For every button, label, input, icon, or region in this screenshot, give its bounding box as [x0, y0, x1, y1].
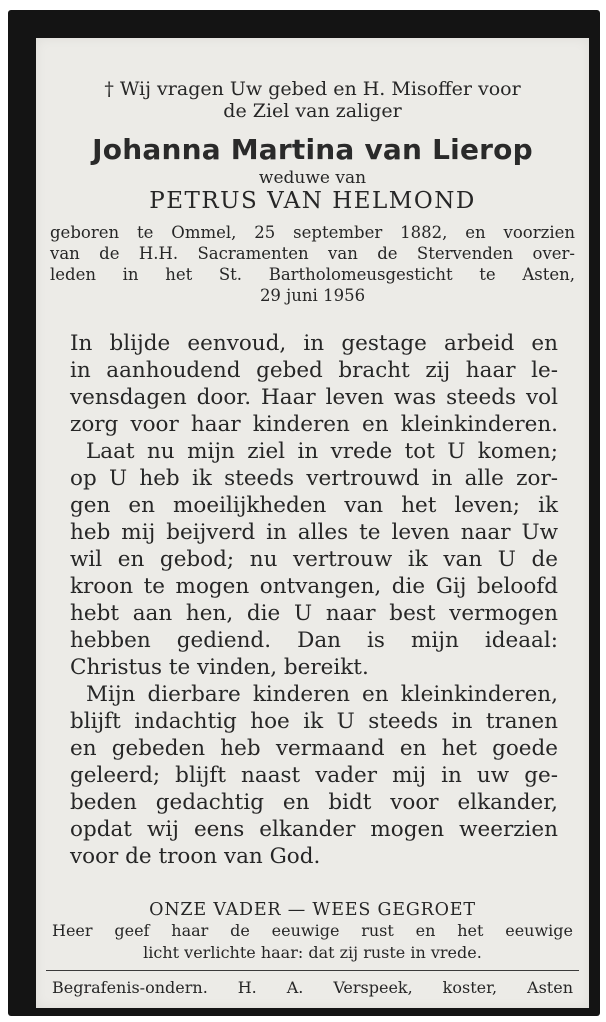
body-line: gen en moeilijkheden van het leven; ik	[70, 493, 558, 518]
intro-line: † Wij vragen Uw gebed en H. Misoffer voor	[104, 78, 521, 100]
body-line: hebben gediend. Dan is mijn ideaal:	[70, 628, 558, 653]
body-line: beden gedachtig en bidt voor elkander,	[70, 790, 558, 815]
body-line: opdat wij eens elkander mogen weerzien	[70, 817, 558, 842]
body-line: geleerd; blijft naast vader mij in uw ge-	[70, 763, 558, 788]
body-line: wil en gebod; nu vertrouw ik van U de	[70, 547, 558, 572]
body-line: heb mij beijverd in alles te leven naar Uw	[70, 520, 558, 545]
prayer-line: Heer geef haar de eeuwige rust en het eeuwige	[52, 921, 573, 940]
deceased-name: Johanna Martina van Lierop	[92, 133, 533, 166]
body-line: voor de troon van God.	[70, 844, 321, 869]
body-line: op U heb ik steeds vertrouwd in alle zor-	[70, 466, 558, 491]
body-line: vensdagen door. Haar leven was steeds vol	[70, 385, 558, 410]
body-line: Mijn dierbare kinderen en kleinkinderen,	[86, 682, 558, 707]
body-line: In blijde eenvoud, in gestage arbeid en	[70, 331, 558, 356]
body-line: Christus te vinden, bereikt.	[70, 655, 369, 680]
body-line: blijft indachtig hoe ik U steeds in tranen	[70, 709, 558, 734]
prayer-title: ONZE VADER — WEES GEGROET	[149, 900, 476, 920]
body-line: en gebeden heb vermaand en het goede	[70, 736, 558, 761]
undertaker-footer: Begrafenis-ondern. H. A. Verspeek, koster, Asten	[52, 978, 573, 997]
intro-text	[46, 78, 579, 122]
body-line: hebt aan hen, die U naar best vermogen	[70, 601, 558, 626]
bio-line: geboren te Ommel, 25 september 1882, en voorzien	[50, 223, 575, 242]
memorial-text	[70, 330, 558, 870]
body-line: Laat nu mijn ziel in vrede tot U komen;	[86, 439, 558, 464]
memorial-card-border	[8, 10, 600, 1016]
prayer-text	[52, 920, 573, 964]
biography	[50, 222, 575, 306]
husband-name: PETRUS VAN HELMOND	[149, 188, 476, 214]
memorial-card	[36, 38, 589, 1008]
widow-of-label: weduwe van	[258, 168, 367, 188]
bio-line: van de H.H. Sacramenten van de Stervenden over-	[50, 244, 575, 263]
bio-line: 29 juni 1956	[259, 286, 366, 305]
bio-line: leden in het St. Bartholomeusgesticht te Asten,	[50, 265, 575, 284]
body-line: zorg voor haar kinderen en kleinkinderen.	[70, 412, 558, 437]
intro-line: de Ziel van zaliger	[223, 100, 402, 122]
footer-divider	[46, 970, 579, 971]
body-line: kroon te mogen ontvangen, die Gij beloofd	[70, 574, 558, 599]
prayer-line: licht verlichte haar: dat zij ruste in vrede.	[143, 943, 482, 962]
body-line: in aanhoudend gebed bracht zij haar le-	[70, 358, 558, 383]
